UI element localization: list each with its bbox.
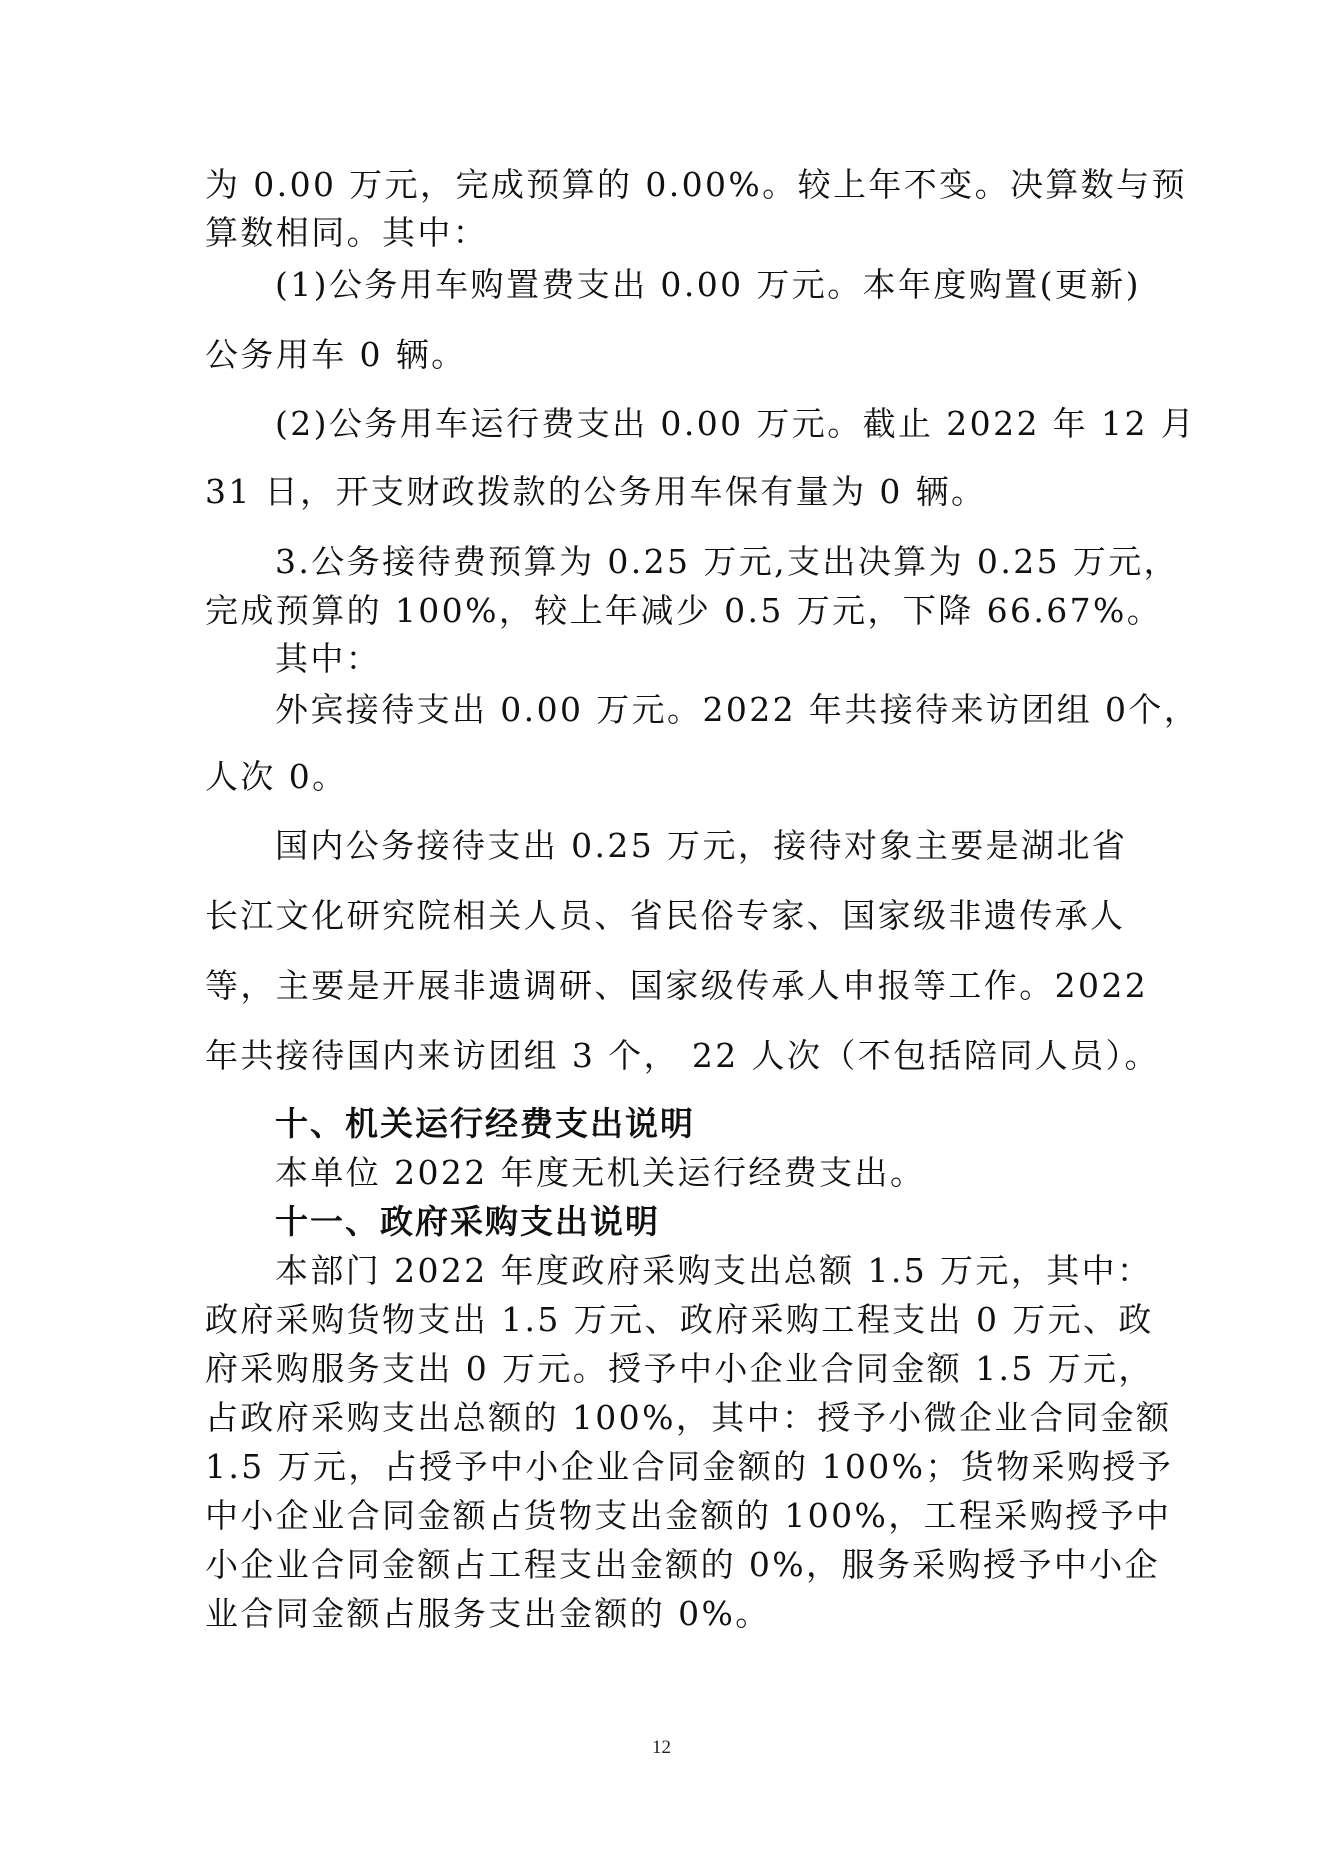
text-line: 完成预算的 100%，较上年减少 0.5 万元，下降 66.67%。 [205, 591, 1163, 630]
page-number: 12 [652, 1737, 671, 1758]
text-line: (2)公务用车运行费支出 0.00 万元。截止 2022 年 12 月 [275, 404, 1197, 443]
text-line: 外宾接待支出 0.00 万元。2022 年共接待来访团组 0个， [275, 690, 1200, 729]
section-heading: 十、机关运行经费支出说明 [275, 1104, 695, 1143]
text-line: 1.5 万元，占授予中小企业合同金额的 100%；货物采购授予 [205, 1447, 1174, 1486]
text-line: 本单位 2022 年度无机关运行经费支出。 [275, 1153, 926, 1192]
text-line: 政府采购货物支出 1.5 万元、政府采购工程支出 0 万元、政 [205, 1300, 1154, 1339]
text-line: 国内公务接待支出 0.25 万元，接待对象主要是湖北省 [275, 826, 1128, 865]
text-line: 为 0.00 万元，完成预算的 0.00%。较上年不变。决算数与预 [205, 165, 1187, 204]
text-line: 算数相同。其中： [205, 213, 489, 252]
text-line: 小企业合同金额占工程支出金额的 0%，服务采购授予中小企 [205, 1545, 1161, 1584]
text-line: 等，主要是开展非遗调研、国家级传承人申报等工作。2022 [205, 966, 1149, 1005]
text-line: 中小企业合同金额占货物支出金额的 100%，工程采购授予中 [205, 1496, 1172, 1535]
text-line: 长江文化研究院相关人员、省民俗专家、国家级非遗传承人 [205, 896, 1126, 935]
text-line: 本部门 2022 年度政府采购支出总额 1.5 万元，其中： [275, 1251, 1153, 1290]
text-line: 公务用车 0 辆。 [205, 335, 467, 374]
section-heading: 十一、政府采购支出说明 [275, 1202, 660, 1241]
text-line: 府采购服务支出 0 万元。授予中小企业合同金额 1.5 万元， [205, 1349, 1154, 1388]
text-line: 占政府采购支出总额的 100%，其中：授予小微企业合同金额 [205, 1398, 1172, 1437]
text-line: 人次 0。 [205, 757, 348, 796]
text-line: 31 日，开支财政拨款的公务用车保有量为 0 辆。 [205, 472, 987, 511]
text-line: (1)公务用车购置费支出 0.00 万元。本年度购置(更新) [275, 265, 1141, 304]
text-line: 3.公务接待费预算为 0.25 万元,支出决算为 0.25 万元， [275, 542, 1180, 581]
text-line: 其中： [275, 639, 382, 678]
text-line: 年共接待国内来访团组 3 个， 22 人次（不包括陪同人员）。 [205, 1036, 1160, 1075]
text-line: 业合同金额占服务支出金额的 0%。 [205, 1594, 771, 1633]
